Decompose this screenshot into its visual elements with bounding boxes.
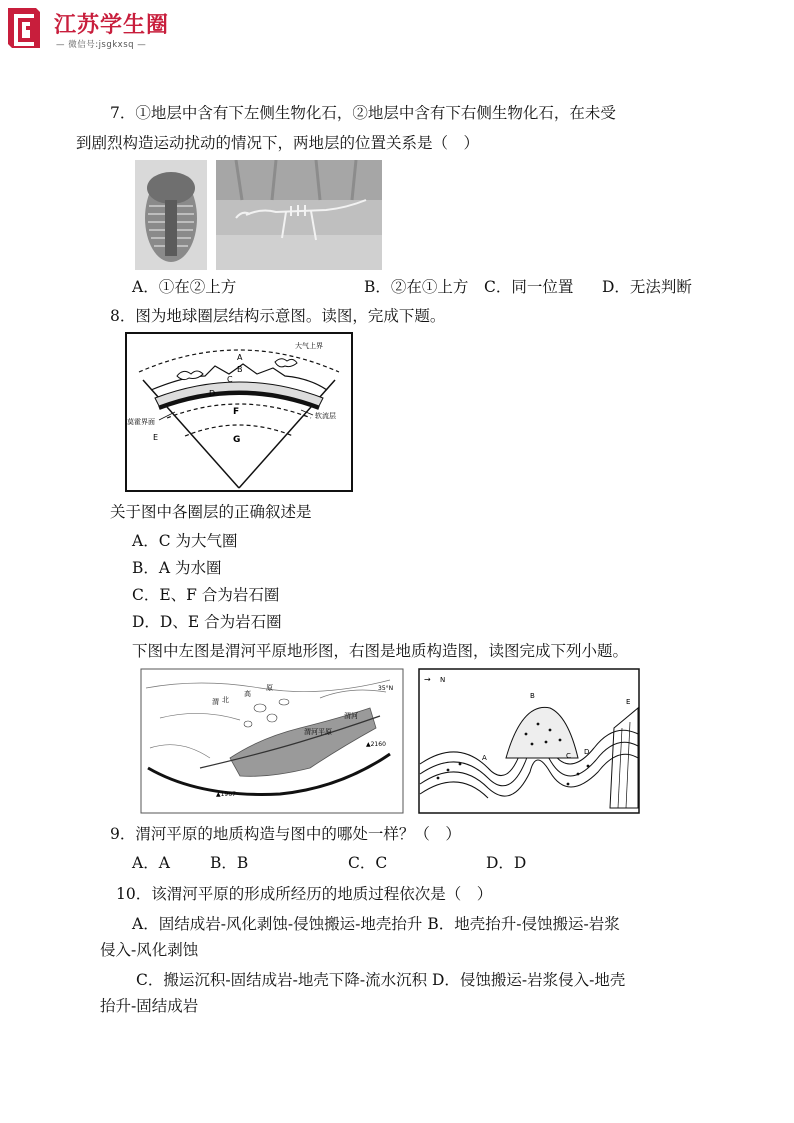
q9-stem: 9．渭河平原的地质构造与图中的哪处一样？（ ） — [110, 825, 461, 843]
svg-text:渭河平原: 渭河平原 — [304, 728, 332, 736]
q9-10-intro: 下图中左图是渭河平原地形图，右图是地质构造图，读图完成下列小题。 — [132, 642, 629, 660]
svg-text:A: A — [237, 353, 243, 362]
svg-text:高: 高 — [244, 690, 251, 698]
q10-options-ab-line1: A．固结成岩-风化剥蚀-侵蚀搬运-地壳抬升 B．地壳抬升-侵蚀搬运-岩浆 — [132, 915, 620, 933]
svg-text:B: B — [530, 692, 535, 700]
q7-stem-line2: 到剧烈构造运动扰动的情况下，两地层的位置关系是（ ） — [76, 134, 480, 152]
svg-text:A: A — [482, 754, 487, 762]
brand-wechat: — 微信号:jsgkxsq — — [56, 40, 147, 50]
q9-option-a: A．A — [132, 854, 170, 872]
svg-text:35°N: 35°N — [378, 685, 394, 692]
svg-text:软流层: 软流层 — [315, 412, 336, 420]
q8-option-a: A．C 为大气圈 — [132, 532, 238, 550]
svg-text:E: E — [153, 433, 159, 442]
svg-text:莫霍界面: 莫霍界面 — [127, 418, 155, 426]
trilobite-fossil-image — [135, 160, 207, 270]
svg-text:C: C — [227, 375, 233, 384]
svg-text:G: G — [233, 435, 241, 445]
svg-text:C: C — [566, 752, 571, 760]
q8-option-d: D．D、E 合为岩石圈 — [132, 613, 282, 631]
q9-option-d: D．D — [486, 854, 527, 872]
svg-text:D: D — [209, 389, 216, 398]
q8-option-c: C．E、F 合为岩石圈 — [132, 586, 280, 604]
geologic-structure-section — [418, 668, 640, 814]
svg-text:渭河: 渭河 — [344, 712, 358, 720]
svg-text:N: N — [440, 676, 446, 684]
q7-option-c: C．同一位置 — [484, 278, 574, 296]
q10-options-cd-line1: C．搬运沉积-固结成岩-地壳下降-流水沉积 D．侵蚀搬运-岩浆侵入-地壳 — [136, 971, 626, 989]
svg-text:D: D — [584, 748, 590, 756]
brand-title: 江苏学生圈 — [54, 13, 170, 38]
q9-option-b: B．B — [210, 854, 249, 872]
svg-text:渭: 渭 — [212, 698, 219, 706]
svg-text:大气上界: 大气上界 — [295, 342, 323, 350]
q7-option-b: B．②在①上方 — [364, 278, 469, 296]
svg-text:B: B — [237, 365, 243, 374]
q10-options-cd-line2: 抬升-固结成岩 — [100, 997, 199, 1015]
q7-option-a: A．①在②上方 — [132, 278, 237, 296]
svg-text:→: → — [424, 675, 431, 684]
svg-text:F: F — [233, 407, 240, 417]
svg-text:北: 北 — [222, 696, 229, 704]
dinosaur-fossil-image — [216, 160, 382, 270]
svg-text:▲1967: ▲1967 — [216, 791, 236, 798]
q7-stem-line1: 7．①地层中含有下左侧生物化石，②地层中含有下右侧生物化石，在未受 — [110, 104, 616, 122]
svg-text:原: 原 — [266, 684, 273, 692]
earth-layers-diagram — [125, 332, 353, 492]
logo-emblem — [4, 4, 44, 52]
q8-prompt: 关于图中各圈层的正确叙述是 — [110, 503, 312, 521]
q9-option-c: C．C — [348, 854, 388, 872]
svg-text:▲2160: ▲2160 — [366, 741, 386, 748]
q7-option-d: D．无法判断 — [602, 278, 692, 296]
q10-stem: 10．该渭河平原的形成所经历的地质过程依次是（ ） — [116, 885, 493, 903]
q8-option-b: B．A 为水圈 — [132, 559, 222, 577]
wei-river-plain-map — [140, 668, 404, 814]
q10-options-ab-line2: 侵入-风化剥蚀 — [100, 941, 199, 959]
svg-text:E: E — [626, 698, 631, 706]
q8-stem: 8．图为地球圈层结构示意图。读图，完成下题。 — [110, 307, 446, 325]
